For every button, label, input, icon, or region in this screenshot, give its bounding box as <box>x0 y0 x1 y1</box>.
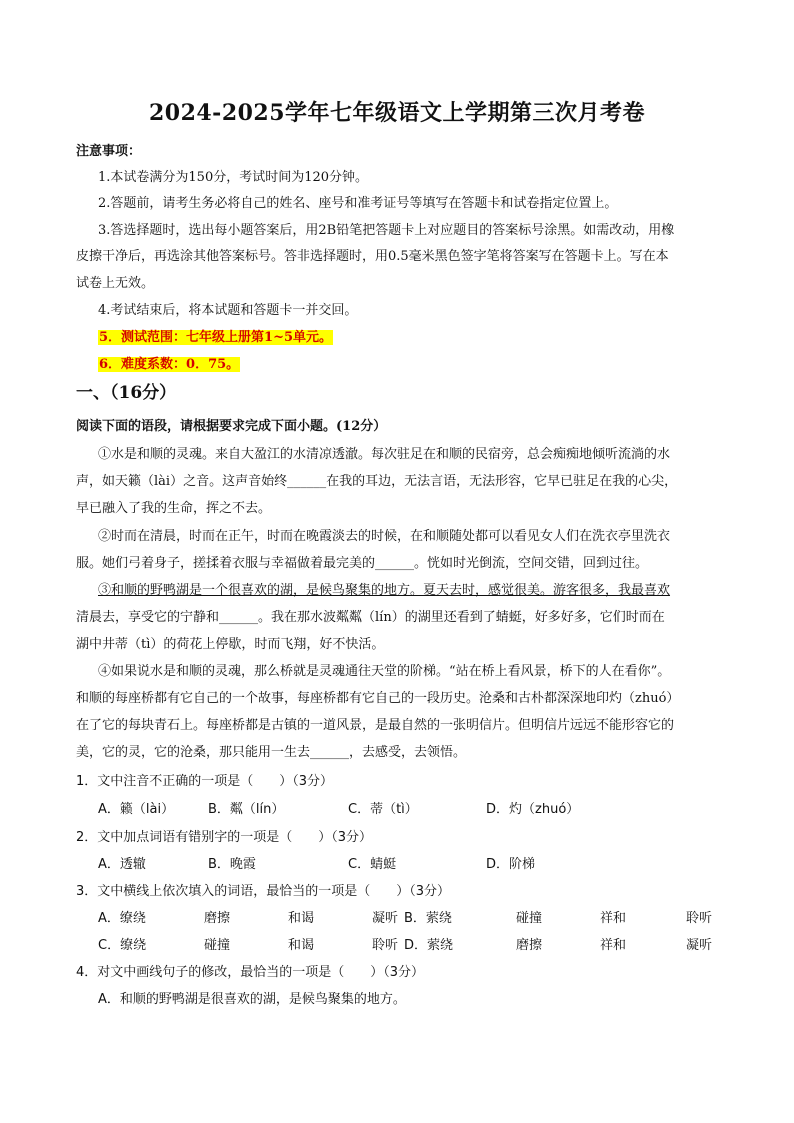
passage-line: 清晨去，享受它的宁静和______。我在那水波粼粼（lín）的湖里还看到了蜻蜓，好多好多，它们时而在 <box>76 610 665 625</box>
question-1-stem: 1．文中注音不正确的一项是（ ）（3分） <box>76 774 334 789</box>
option-a[interactable]: A．和顺的野鸭湖是很喜欢的湖，是候鸟聚集的地方。 <box>98 992 406 1007</box>
passage-line: 声，如天籁（lài）之音。这声音始终______在我的耳边，无法言语，无法形容，它早已驻足在我的心尖， <box>76 474 678 489</box>
passage-line-underlined: ③和顺的野鸭湖是一个很喜欢的湖，是候鸟聚集的地方。夏天去时，感觉很美。游客很多，我最喜欢 <box>98 583 671 598</box>
test-scope-highlight: 5．测试范围：七年级上册第1~5单元。 <box>99 330 333 345</box>
option-d[interactable]: D．萦绕 <box>404 938 454 953</box>
passage-line: 和顺的每座桥都有它自己的一个故事，每座桥都有它自己的一段历史。沧桑和古朴都深深地印灼（zhuó） <box>76 691 680 706</box>
notice-item: 皮擦干净后，再选涂其他答案标号。答非选择题时，用0.5毫米黑色签字笔将答案写在答题卡上。写在本 <box>76 249 669 264</box>
passage-line: ④如果说水是和顺的灵魂，那么桥就是灵魂通往天堂的阶梯。“站在桥上看风景，桥下的人在看你”。 <box>98 664 671 679</box>
passage-line: ①水是和顺的灵魂。来自大盈江的水清凉透澈。每次驻足在和顺的民宿旁，总会痴痴地倾听流淌的水 <box>98 447 671 462</box>
option-d-word: 凝听 <box>686 938 713 953</box>
option-c[interactable]: C．缭绕 <box>98 938 147 953</box>
option-c-word: 碰撞 <box>204 938 231 953</box>
passage-line: 服。她们弓着身子，搓揉着衣服与幸福做着最完美的______。恍如时光倒流，空间交错，回到过往。 <box>76 556 649 571</box>
option-c-word: 和谒 <box>288 938 315 953</box>
difficulty-highlight: 6．难度系数：0．75。 <box>99 357 240 372</box>
option-c[interactable]: C．蒂（tì） <box>348 802 418 817</box>
passage-line: 早已融入了我的生命，挥之不去。 <box>76 501 272 516</box>
option-b[interactable]: B．萦绕 <box>404 911 452 926</box>
reading-instructions: 阅读下面的语段，请根据要求完成下面小题。(12分） <box>76 419 387 434</box>
option-d-word: 祥和 <box>600 938 627 953</box>
option-c-word: 聆听 <box>372 938 399 953</box>
option-b-word: 聆听 <box>686 911 713 926</box>
option-a-word: 磨擦 <box>204 911 231 926</box>
option-d-word: 磨擦 <box>516 938 543 953</box>
notice-item: 试卷上无效。 <box>76 276 155 291</box>
exam-title: 2024-2025学年七年级语文上学期第三次月考卷 <box>148 100 646 126</box>
option-d[interactable]: D．阶梯 <box>486 857 536 872</box>
passage-line: 湖中井蒂（tì）的荷花上停歇，时而飞翔，好不快活。 <box>76 637 385 652</box>
option-a[interactable]: A．透辙 <box>98 857 146 872</box>
passage-line: ②时而在清晨，时而在正午，时而在晚霞淡去的时候，在和顺随处都可以看见女人们在洗衣亭里洗衣 <box>98 529 671 544</box>
option-a[interactable]: A．缭绕 <box>98 911 146 926</box>
notice-item: 3.答选择题时，选出每小题答案后，用2B铅笔把答题卡上对应题目的答案标号涂黑。如需改动，用橡 <box>98 223 675 238</box>
option-a[interactable]: A．籁（lài） <box>98 802 175 817</box>
option-b[interactable]: B．粼（lín） <box>208 802 285 817</box>
option-a-word: 和谒 <box>288 911 315 926</box>
passage-line: 在了它的每块青石上。每座桥都是古镇的一道风景，是最自然的一张明信片。但明信片远远不能形容它的 <box>76 718 675 733</box>
question-4-stem: 4．对文中画线句子的修改，最恰当的一项是（ ）（3分） <box>76 965 425 980</box>
option-b-word: 祥和 <box>600 911 627 926</box>
question-2-stem: 2．文中加点词语有错别字的一项是（ ）（3分） <box>76 830 373 845</box>
notice-heading: 注意事项： <box>76 144 142 159</box>
passage-line: 美，它的灵，它的沧桑，那只能用一生去______，去感受，去领悟。 <box>76 745 467 760</box>
notice-item: 4.考试结束后，将本试题和答题卡一并交回。 <box>98 303 358 318</box>
option-c[interactable]: C．蜻蜓 <box>348 857 397 872</box>
notice-item: 1.本试卷满分为150分，考试时间为120分钟。 <box>98 170 369 185</box>
question-3-stem: 3．文中横线上依次填入的词语，最恰当的一项是（ ）（3分） <box>76 884 451 899</box>
option-d[interactable]: D．灼（zhuó） <box>486 802 580 817</box>
option-b[interactable]: B．晚霞 <box>208 857 256 872</box>
option-b-word: 碰撞 <box>516 911 543 926</box>
option-a-word: 凝听 <box>372 911 399 926</box>
notice-item: 2.答题前，请考生务必将自己的姓名、座号和准考证号等填写在答题卡和试卷指定位置上。 <box>98 196 618 211</box>
section-heading: 一、（16分） <box>76 383 177 403</box>
